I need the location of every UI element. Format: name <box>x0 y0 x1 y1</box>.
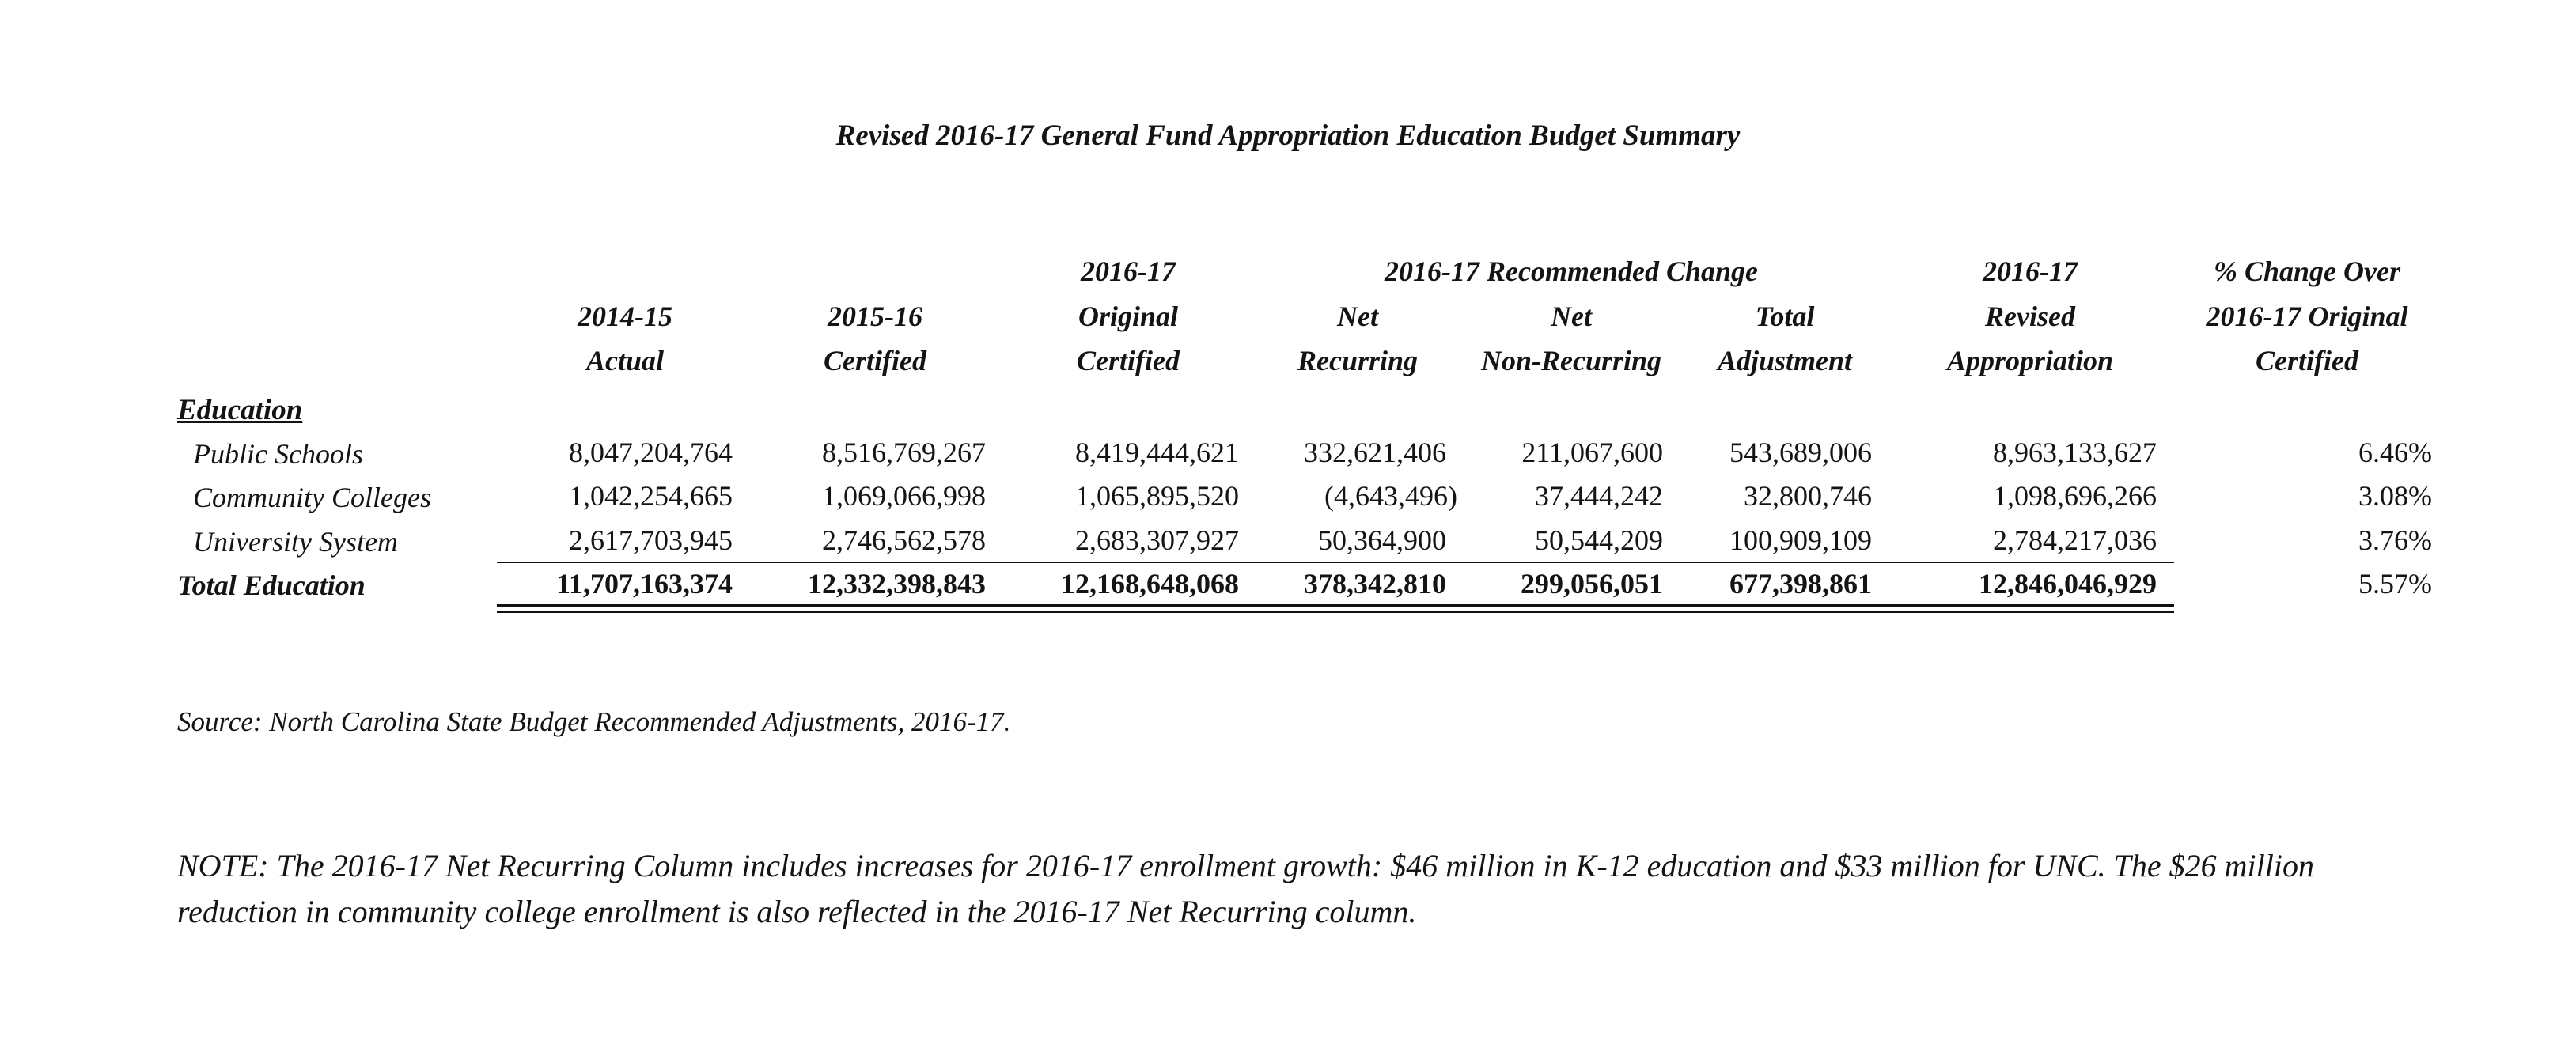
col3-header-certified: Certified <box>1077 345 1180 376</box>
table-cell: 2,617,703,945 <box>569 524 733 556</box>
col3-header-year: 2016-17 <box>1081 255 1176 287</box>
recommended-change-group-header: 2016-17 Recommended Change <box>1385 255 1758 287</box>
col5-header-non-recurring: Non-Recurring <box>1480 345 1662 376</box>
table-cell: 3.76% <box>2358 524 2432 556</box>
col8-header-line2: 2016-17 Original <box>2206 301 2408 332</box>
table-cell: 8,047,204,764 <box>569 437 733 468</box>
source-citation: Source: North Carolina State Budget Recommended Adjustments, 2016-17. <box>177 706 1011 737</box>
row-label-university-system: University System <box>193 526 398 558</box>
table-cell: 3.08% <box>2358 480 2432 512</box>
total-double-rule <box>497 604 2174 613</box>
footnote: NOTE: The 2016-17 Net Recurring Column includes increases for 2016-17 enrollment growth: $46 million in K-12 education and $33 million for UNC. The $26 million reduction in community college enrollment is also reflected in the 2016-17 Net Recurring column. <box>177 848 2314 929</box>
table-cell: 6.46% <box>2358 437 2432 468</box>
total-cell: 378,342,810 <box>1304 568 1446 600</box>
total-cell: 11,707,163,374 <box>555 568 733 600</box>
total-cell: 12,846,046,929 <box>1979 568 2157 600</box>
col1-header-year: 2014-15 <box>578 301 672 332</box>
table-cell: 332,621,406 <box>1304 437 1446 468</box>
table-cell: 8,419,444,621 <box>1075 437 1239 468</box>
row-label-public-schools: Public Schools <box>193 438 363 470</box>
budget-summary-title: Revised 2016-17 General Fund Appropriation Education Budget Summary <box>835 119 1741 152</box>
col8-header-line1: % Change Over <box>2214 255 2400 287</box>
col8-header-line3: Certified <box>2256 345 2358 376</box>
col4-header-recurring: Recurring <box>1297 345 1419 376</box>
total-cell: 677,398,861 <box>1729 568 1872 600</box>
subtotal-rule <box>497 562 2174 563</box>
total-cell: 12,168,648,068 <box>1061 568 1239 600</box>
table-cell: 50,364,900 <box>1318 524 1446 556</box>
col2-header-year: 2015-16 <box>828 301 922 332</box>
col6-header-adjustment: Adjustment <box>1717 345 1853 376</box>
col5-header-net: Net <box>1551 301 1592 332</box>
col3-header-original: Original <box>1078 301 1179 332</box>
table-cell: 2,683,307,927 <box>1075 524 1239 556</box>
table-cell: 543,689,006 <box>1729 437 1872 468</box>
row-label-total-education: Total Education <box>177 569 366 601</box>
table-cell: 1,042,254,665 <box>569 480 733 512</box>
table-cell: 1,065,895,520 <box>1075 480 1239 512</box>
table-cell: 211,067,600 <box>1521 437 1663 468</box>
total-cell: 5.57% <box>2358 568 2432 600</box>
table-cell: 100,909,109 <box>1729 524 1872 556</box>
col1-header-actual: Actual <box>585 345 664 376</box>
total-cell: 12,332,398,843 <box>808 568 986 600</box>
table-cell: 8,516,769,267 <box>822 437 986 468</box>
table-cell: 2,746,562,578 <box>822 524 986 556</box>
total-cell: 299,056,051 <box>1521 568 1663 600</box>
table-cell: 1,069,066,998 <box>822 480 986 512</box>
col6-header-total: Total <box>1755 301 1815 332</box>
row-label-community-colleges: Community Colleges <box>193 482 431 513</box>
col7-header-revised: Revised <box>1985 301 2075 332</box>
table-cell: (4,643,496) <box>1324 480 1457 512</box>
section-label-education: Education <box>177 394 303 426</box>
col4-header-net: Net <box>1337 301 1378 332</box>
table-cell: 1,098,696,266 <box>1993 480 2157 512</box>
table-cell: 50,544,209 <box>1535 524 1663 556</box>
table-cell: 2,784,217,036 <box>1993 524 2157 556</box>
table-cell: 37,444,242 <box>1535 480 1663 512</box>
table-cell: 8,963,133,627 <box>1993 437 2157 468</box>
col2-header-certified: Certified <box>824 345 926 376</box>
col7-header-year: 2016-17 <box>1983 255 2078 287</box>
col7-header-appropriation: Appropriation <box>1946 345 2114 376</box>
table-cell: 32,800,746 <box>1744 480 1872 512</box>
